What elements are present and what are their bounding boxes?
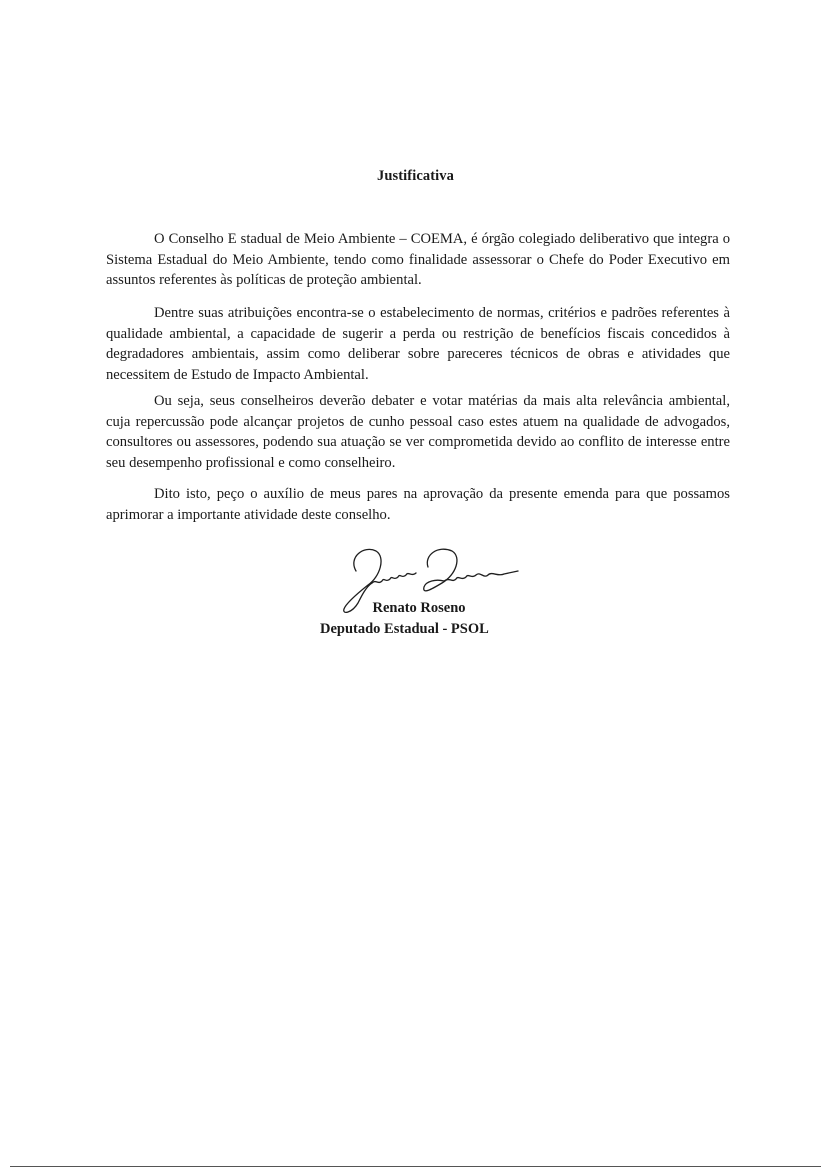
paragraph-3: Ou seja, seus conselheiros deverão debater e votar matérias da mais alta relevância ambiental, cuja repercussão pode alcançar projetos de cunho pessoal caso estes atuem na qualidade de advogados, consultores ou assessores, podendo sua atuação se ver comprometida devido ao conflito de interesse entre seu desempenho profissional e como conselheiro. xyxy=(106,393,730,471)
paragraph-4: Dito isto, peço o auxílio de meus pares na aprovação da presente emenda para que possamos aprimorar a importante atividade deste conselho. xyxy=(106,486,730,523)
signer-name: Renato Roseno xyxy=(372,600,466,616)
paragraph-2: Dentre suas atribuições encontra-se o estabelecimento de normas, critérios e padrões referentes à qualidade ambiental, a capacidade de sugerir a perda ou restrição de benefícios fiscais concedidos à degradadores ambientais, assim como deliberar sobre pareceres técnicos de obras e atividades que necessitem de Estudo de Impacto Ambiental. xyxy=(106,305,730,383)
page-bottom-rule xyxy=(10,1166,821,1167)
document-title: Justificativa xyxy=(376,168,454,184)
paragraph-1: O Conselho E stadual de Meio Ambiente – COEMA, é órgão colegiado deliberativo que integra o Sistema Estadual do Meio Ambiente, tendo como finalidade assessorar o Chefe do Poder Executivo em assuntos referentes às políticas de proteção ambiental. xyxy=(106,231,730,289)
signer-role: Deputado Estadual - PSOL xyxy=(320,621,489,637)
